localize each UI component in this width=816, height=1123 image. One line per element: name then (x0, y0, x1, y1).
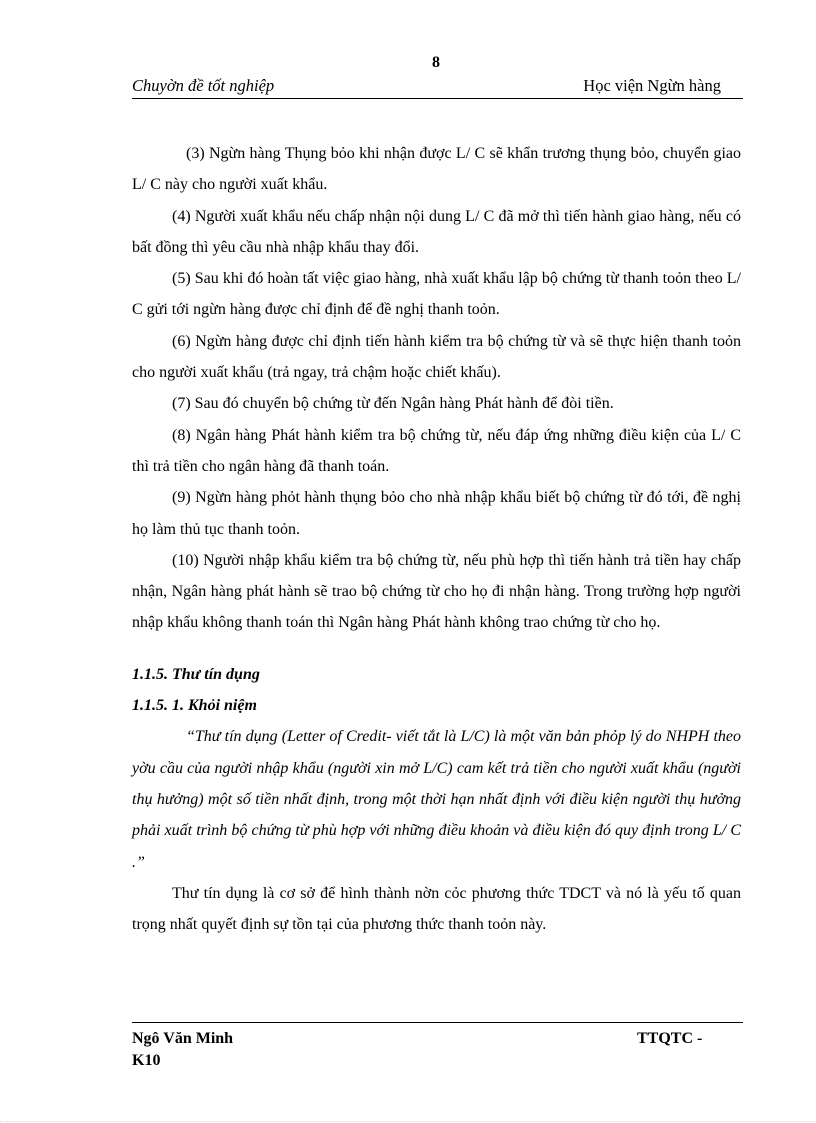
footer-author: Ngô Văn Minh (132, 1030, 234, 1047)
paragraph-step-5: (5) Sau khi đó hoàn tất việc giao hàng, nhà xuất khẩu lập bộ chứng từ thanh toỏn theo L/ C gửi tới ngừn hàng được chỉ định để đề nghị thanh toỏn. (132, 270, 741, 319)
paragraph-step-9: (9) Ngừn hàng phỏt hành thụng bỏo cho nhà nhập khẩu biết bộ chứng từ đó tới, đề nghị họ làm thủ tục thanh toỏn. (132, 489, 741, 538)
paragraph-step-7: (7) Sau đó chuyển bộ chứng từ đến Ngân hàng Phát hành để đòi tiền. (172, 395, 614, 413)
page-bottom-border (0, 1121, 816, 1122)
page-number: 8 (432, 54, 440, 71)
page-header (132, 74, 743, 99)
paragraph-step-3: (3) Ngừn hàng Thụng bỏo khi nhận được L/ C sẽ khẩn trương thụng bỏo, chuyển giao L/ C này cho người xuất khẩu. (132, 145, 741, 194)
footer-divider (132, 1022, 743, 1023)
footer-class-code: K10 (132, 1052, 161, 1069)
header-institution: Học viện Ngừn hàng (583, 76, 721, 95)
section-heading: 1.1.5. Thư tín dụng (132, 665, 260, 683)
closing-paragraph: Thư tín dụng là cơ sở để hình thành nờn cỏc phương thức TDCT và nó là yếu tố quan trọng nhất quyết định sự tồn tại của phương thức thanh toỏn này. (132, 884, 741, 934)
paragraph-step-6: (6) Ngừn hàng được chỉ định tiến hành kiểm tra bộ chứng từ và sẽ thực hiện thanh toỏn cho người xuất khẩu (trả ngay, trả chậm hoặc chiết khấu). (132, 332, 741, 382)
footer-class: TTQTC - (637, 1030, 703, 1047)
subsection-heading: 1.1.5. 1. Khỏi niệm (132, 697, 257, 715)
definition-quote: “Thư tín dụng (Letter of Credit- viết tắt là L/C) là một văn bản phỏp lý do NHPH theo yờu cầu của người nhập khẩu (người xin mở L/C) cam kết trả tiền cho người xuất khẩu (người thụ hưởng) một số tiền nhất định, trong một thời hạn nhất định với điều kiện người thụ hưởng phải xuất trình bộ chứng từ phù hợp với những điều khoản và điều kiện đó quy định trong L/ C .” (132, 728, 741, 871)
paragraph-step-10: (10) Người nhập khẩu kiểm tra bộ chứng từ, nếu phù hợp thì tiến hành trả tiền hay chấp nhận, Ngân hàng phát hành sẽ trao bộ chứng từ cho họ đi nhận hàng. Trong trường hợp người nhập khẩu không thanh toán thì Ngân hàng Phát hành không trao chứng từ cho họ. (132, 551, 741, 632)
page-body (132, 138, 741, 940)
paragraph-step-4: (4) Người xuất khẩu nếu chấp nhận nội dung L/ C đã mở thì tiến hành giao hàng, nếu có bất đồng thì yêu cầu nhà nhập khẩu thay đổi. (132, 207, 741, 256)
header-document-type: Chuyờn đề tốt nghiệp (132, 76, 275, 95)
paragraph-step-8: (8) Ngân hàng Phát hành kiểm tra bộ chứng từ, nếu đáp ứng những điều kiện của L/ C thì trả tiền cho ngân hàng đã thanh toán. (132, 426, 741, 475)
